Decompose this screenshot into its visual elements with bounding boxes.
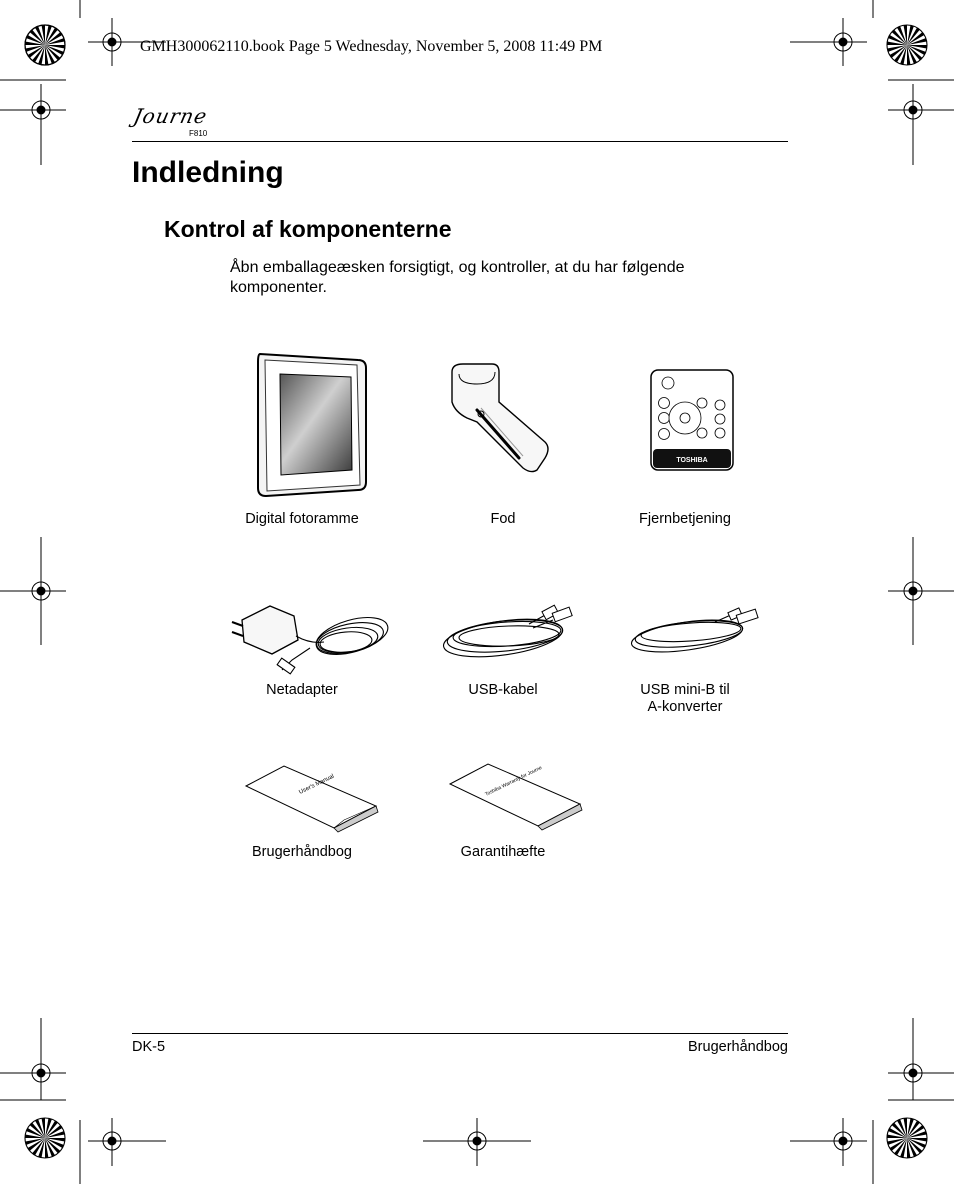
caption-photo-frame: Digital fotoramme [245, 511, 359, 527]
page-title: Indledning [132, 156, 284, 189]
remote-control-image [650, 369, 734, 471]
power-adapter-image [230, 600, 392, 676]
print-header: GMH300062110.book Page 5 Wednesday, November 5, 2008 11:49 PM [140, 38, 603, 55]
remote-brand-label: TOSHIBA [676, 457, 708, 464]
page-number: DK-5 [132, 1039, 166, 1055]
footer-rule [132, 1033, 788, 1034]
caption-power-adapter: Netadapter [266, 682, 338, 698]
stand-image [447, 362, 552, 474]
section-heading: Kontrol af komponenterne [164, 216, 452, 242]
usb-cable-image [443, 604, 577, 660]
caption-stand: Fod [490, 511, 516, 527]
intro-paragraph: Åbn emballageæsken forsigtigt, og kontroller, at du har følgende komponenter. [230, 259, 685, 296]
journe-logo: Journe [131, 104, 210, 128]
caption-warranty: Garantihæfte [460, 844, 546, 860]
manual-image [244, 764, 380, 832]
model-number: F810 [189, 129, 208, 138]
manual-cover-text: User's Manual [298, 773, 336, 796]
caption-usb-converter: USB mini-B til A-konverter [640, 682, 730, 715]
caption-remote: Fjernbetjening [639, 511, 731, 527]
caption-usb-cable: USB-kabel [468, 682, 538, 698]
header-rule [132, 141, 788, 142]
footer-title: Brugerhåndbog [688, 1039, 788, 1055]
warranty-cover-text: Toshiba Warranty for Journe [484, 764, 544, 798]
photo-frame-image [254, 350, 370, 500]
caption-manual: Brugerhåndbog [252, 844, 352, 860]
warranty-image [448, 762, 584, 830]
usb-converter-image [631, 604, 763, 652]
